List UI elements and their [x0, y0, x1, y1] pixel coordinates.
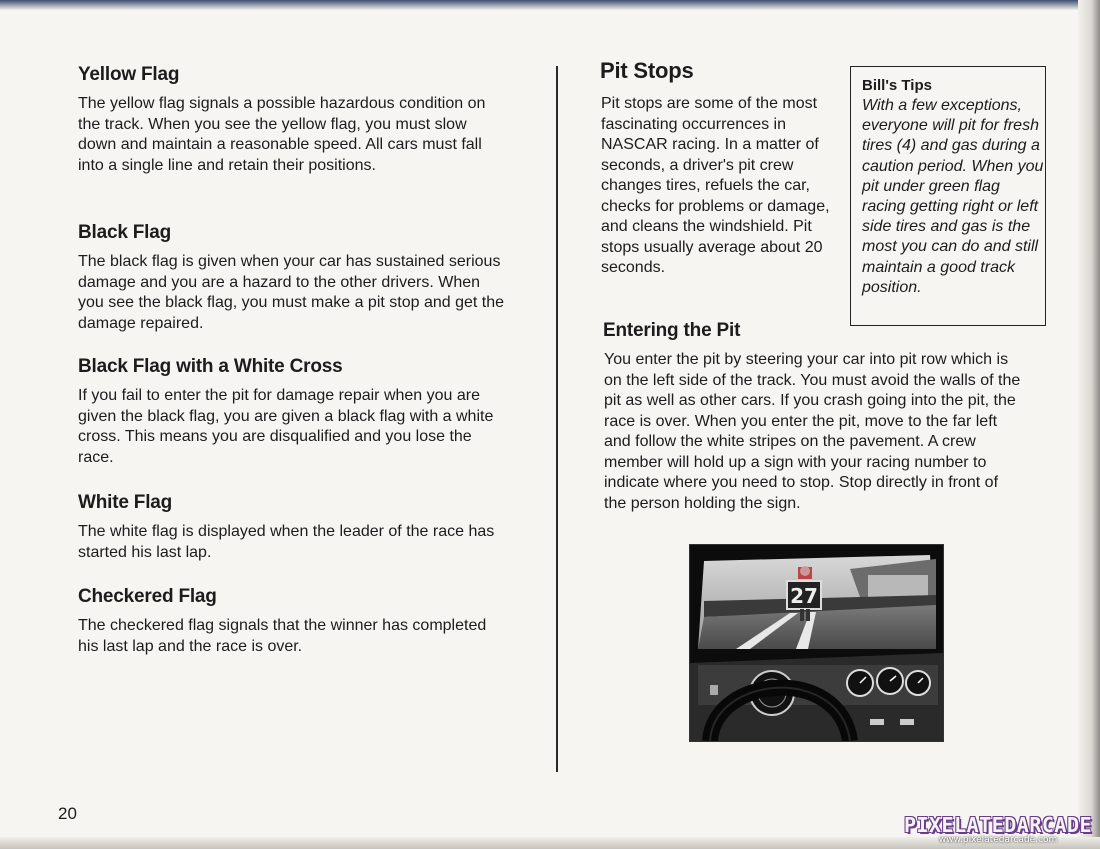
checkered-flag-section — [78, 586, 508, 657]
column-divider — [556, 66, 558, 772]
yellow-flag-section — [78, 64, 508, 176]
section-body: The black flag is given when your car has sustained serious damage and you are a hazard to the other drivers. When you see the black flag, you must make a pit stop and get the damage repaired. — [78, 253, 505, 332]
cockpit-view-image — [690, 545, 943, 741]
page-binding-edge — [1078, 0, 1100, 849]
section-heading: Black Flag — [78, 222, 172, 243]
page-number: 20 — [58, 804, 77, 823]
entering-pit-body: You enter the pit by steering your car into pit row which is on the left side of the track. You must avoid the walls of the pit as well as other cars. If you crash going into the pit, the race is over. When you enter the pit, move to the far left and follow the white stripes on the pavement. A crew member will hold up a sign with your racing number to indicate where you need to stop. Stop directly in front of the person holding the sign. — [604, 351, 1021, 512]
section-body: The checkered flag signals that the winner has completed his last lap and the race is over. — [78, 617, 487, 655]
bills-tips-box — [850, 66, 1046, 326]
entering-pit-heading: Entering the Pit — [603, 320, 741, 341]
section-body: The white flag is displayed when the leader of the race has started his last lap. — [78, 523, 495, 561]
pit-stops-heading: Pit Stops — [600, 58, 694, 83]
black-flag-section — [78, 222, 508, 334]
watermark — [898, 813, 1098, 845]
white-flag-section — [78, 492, 508, 563]
tips-body: With a few exceptions, everyone will pit for fresh tires (4) and gas during a caution period. When you pit under green flag racing getting right or left side tires and gas is the most you can do and still maintain a good track position. — [862, 97, 1044, 296]
section-heading: White Flag — [78, 492, 173, 513]
tips-heading: Bill's Tips — [862, 77, 932, 94]
section-body: If you fail to enter the pit for damage repair when you are given the black flag, you are given a black flag with a white cross. This means you are disqualified and you lose the race. — [78, 387, 494, 466]
section-heading: Checkered Flag — [78, 586, 217, 607]
watermark-brand: PIXELATEDARCADE — [903, 813, 1093, 837]
scan-top-edge — [0, 0, 1100, 10]
pit-sign-number: 27 — [790, 584, 818, 608]
section-heading: Yellow Flag — [78, 64, 180, 85]
section-heading: Black Flag with a White Cross — [78, 356, 343, 377]
section-body: The yellow flag signals a possible hazardous condition on the track. When you see the yellow flag, you must slow down and maintain a reasonable speed. All cars must fall into a single line and retain their positions. — [78, 95, 486, 174]
pit-stops-body: Pit stops are some of the most fascinating occurrences in NASCAR racing. In a matter of seconds, a driver's pit crew changes tires, refuels the car, checks for problems or damage, and cleans the windshield. Pit stops usually average about 20 seconds. — [601, 95, 830, 276]
watermark-url: www.pixelatedarcade.com — [938, 835, 1058, 845]
black-flag-white-cross-section — [78, 356, 508, 468]
game-screenshot — [689, 544, 944, 742]
